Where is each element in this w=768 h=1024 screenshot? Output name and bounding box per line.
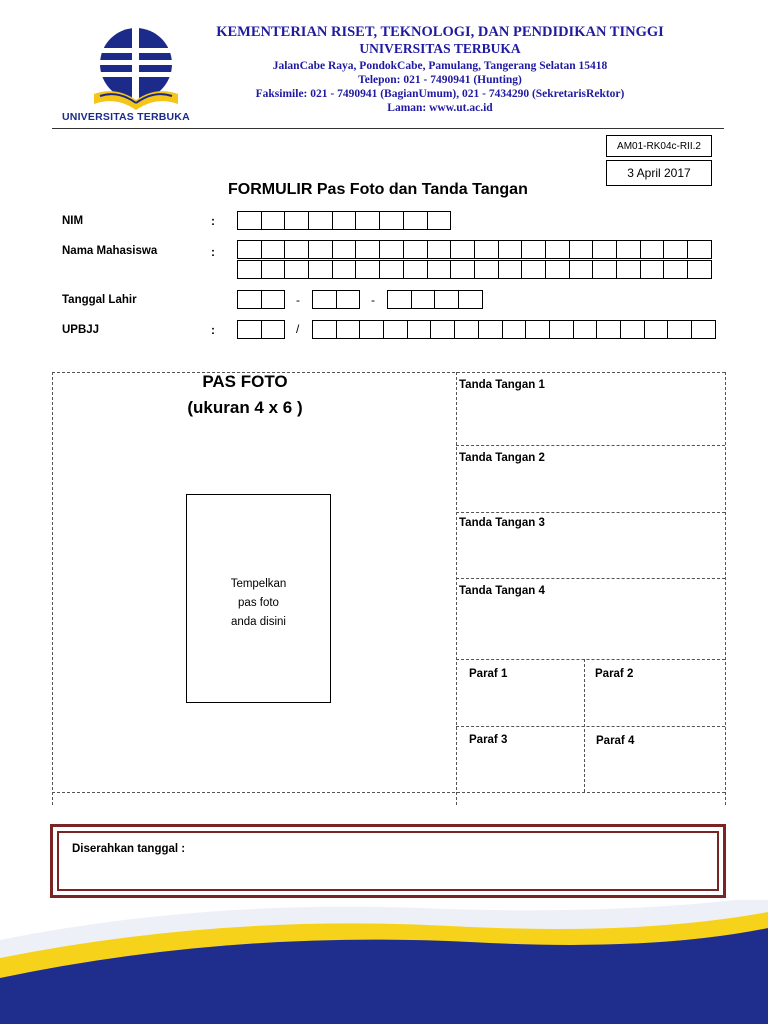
university-logo — [86, 26, 186, 112]
nama-input-row1[interactable] — [237, 240, 712, 259]
website: Laman: www.ut.ac.id — [387, 102, 493, 114]
paraf-vertical-divider — [584, 659, 585, 792]
photo-instruction-line: Tempelkan — [230, 578, 287, 590]
photo-instruction — [186, 575, 331, 632]
paraf-divider — [456, 726, 725, 727]
section-divider — [456, 372, 457, 805]
section-border-left — [52, 372, 53, 805]
section-border-right — [725, 372, 726, 805]
colon: : — [211, 323, 215, 337]
signature-2-label: Tanda Tangan 2 — [459, 452, 545, 464]
photo-instruction-line: pas foto — [238, 597, 279, 609]
upbjj-label: UPBJJ — [62, 324, 100, 336]
pas-foto-size: (ukuran 4 x 6 ) — [187, 398, 303, 417]
nama-label: Nama Mahasiswa — [62, 245, 158, 257]
section-border-bottom — [52, 792, 725, 793]
sig-divider — [456, 578, 725, 579]
birth-day-input[interactable] — [237, 290, 285, 309]
paraf-4-label: Paraf 4 — [596, 735, 635, 747]
colon: : — [211, 214, 215, 228]
paraf-2-label: Paraf 2 — [595, 668, 634, 680]
form-code: AM01-RK04c-RII.2 — [606, 135, 712, 157]
pas-foto-title: PAS FOTO — [202, 372, 288, 391]
sig-divider — [456, 445, 725, 446]
signature-3-label: Tanda Tangan 3 — [459, 517, 545, 529]
date-separator: - — [371, 293, 375, 307]
nama-input-row2[interactable] — [237, 260, 712, 279]
university-name: UNIVERSITAS TERBUKA — [359, 41, 521, 56]
sig-divider — [456, 659, 725, 660]
paraf-1-label: Paraf 1 — [469, 668, 508, 680]
submission-label: Diserahkan tanggal : — [72, 843, 186, 855]
signature-4-label: Tanda Tangan 4 — [459, 585, 545, 597]
sig-divider — [456, 512, 725, 513]
colon: : — [211, 245, 215, 259]
birth-month-input[interactable] — [312, 290, 360, 309]
signature-1-label: Tanda Tangan 1 — [459, 379, 545, 391]
nim-label: NIM — [62, 215, 84, 227]
upbjj-name-input[interactable] — [312, 320, 716, 339]
tanggal-lahir-label: Tanggal Lahir — [62, 294, 137, 306]
birth-year-input[interactable] — [387, 290, 483, 309]
phone: Telepon: 021 - 7490941 (Hunting) — [358, 74, 522, 86]
photo-instruction-line: anda disini — [231, 616, 286, 628]
address: JalanCabe Raya, PondokCabe, Pamulang, Tangerang Selatan 15418 — [272, 60, 608, 72]
form-date: 3 April 2017 — [606, 160, 712, 186]
footer-wave — [0, 900, 768, 1024]
submission-field[interactable] — [57, 831, 719, 891]
form-title: FORMULIR Pas Foto dan Tanda Tangan — [228, 181, 528, 198]
fax: Faksimile: 021 - 7490941 (BagianUmum), 021 - 7434290 (SekretarisRektor) — [255, 88, 625, 100]
nim-input[interactable] — [237, 211, 451, 230]
logo-text: UNIVERSITAS TERBUKA — [62, 111, 190, 123]
ministry-name: KEMENTERIAN RISET, TEKNOLOGI, DAN PENDIDIKAN TINGGI — [216, 24, 664, 40]
upbjj-separator: / — [296, 322, 300, 336]
date-separator: - — [296, 293, 300, 307]
header-rule — [52, 128, 724, 129]
paraf-3-label: Paraf 3 — [469, 734, 508, 746]
upbjj-code-input[interactable] — [237, 320, 285, 339]
